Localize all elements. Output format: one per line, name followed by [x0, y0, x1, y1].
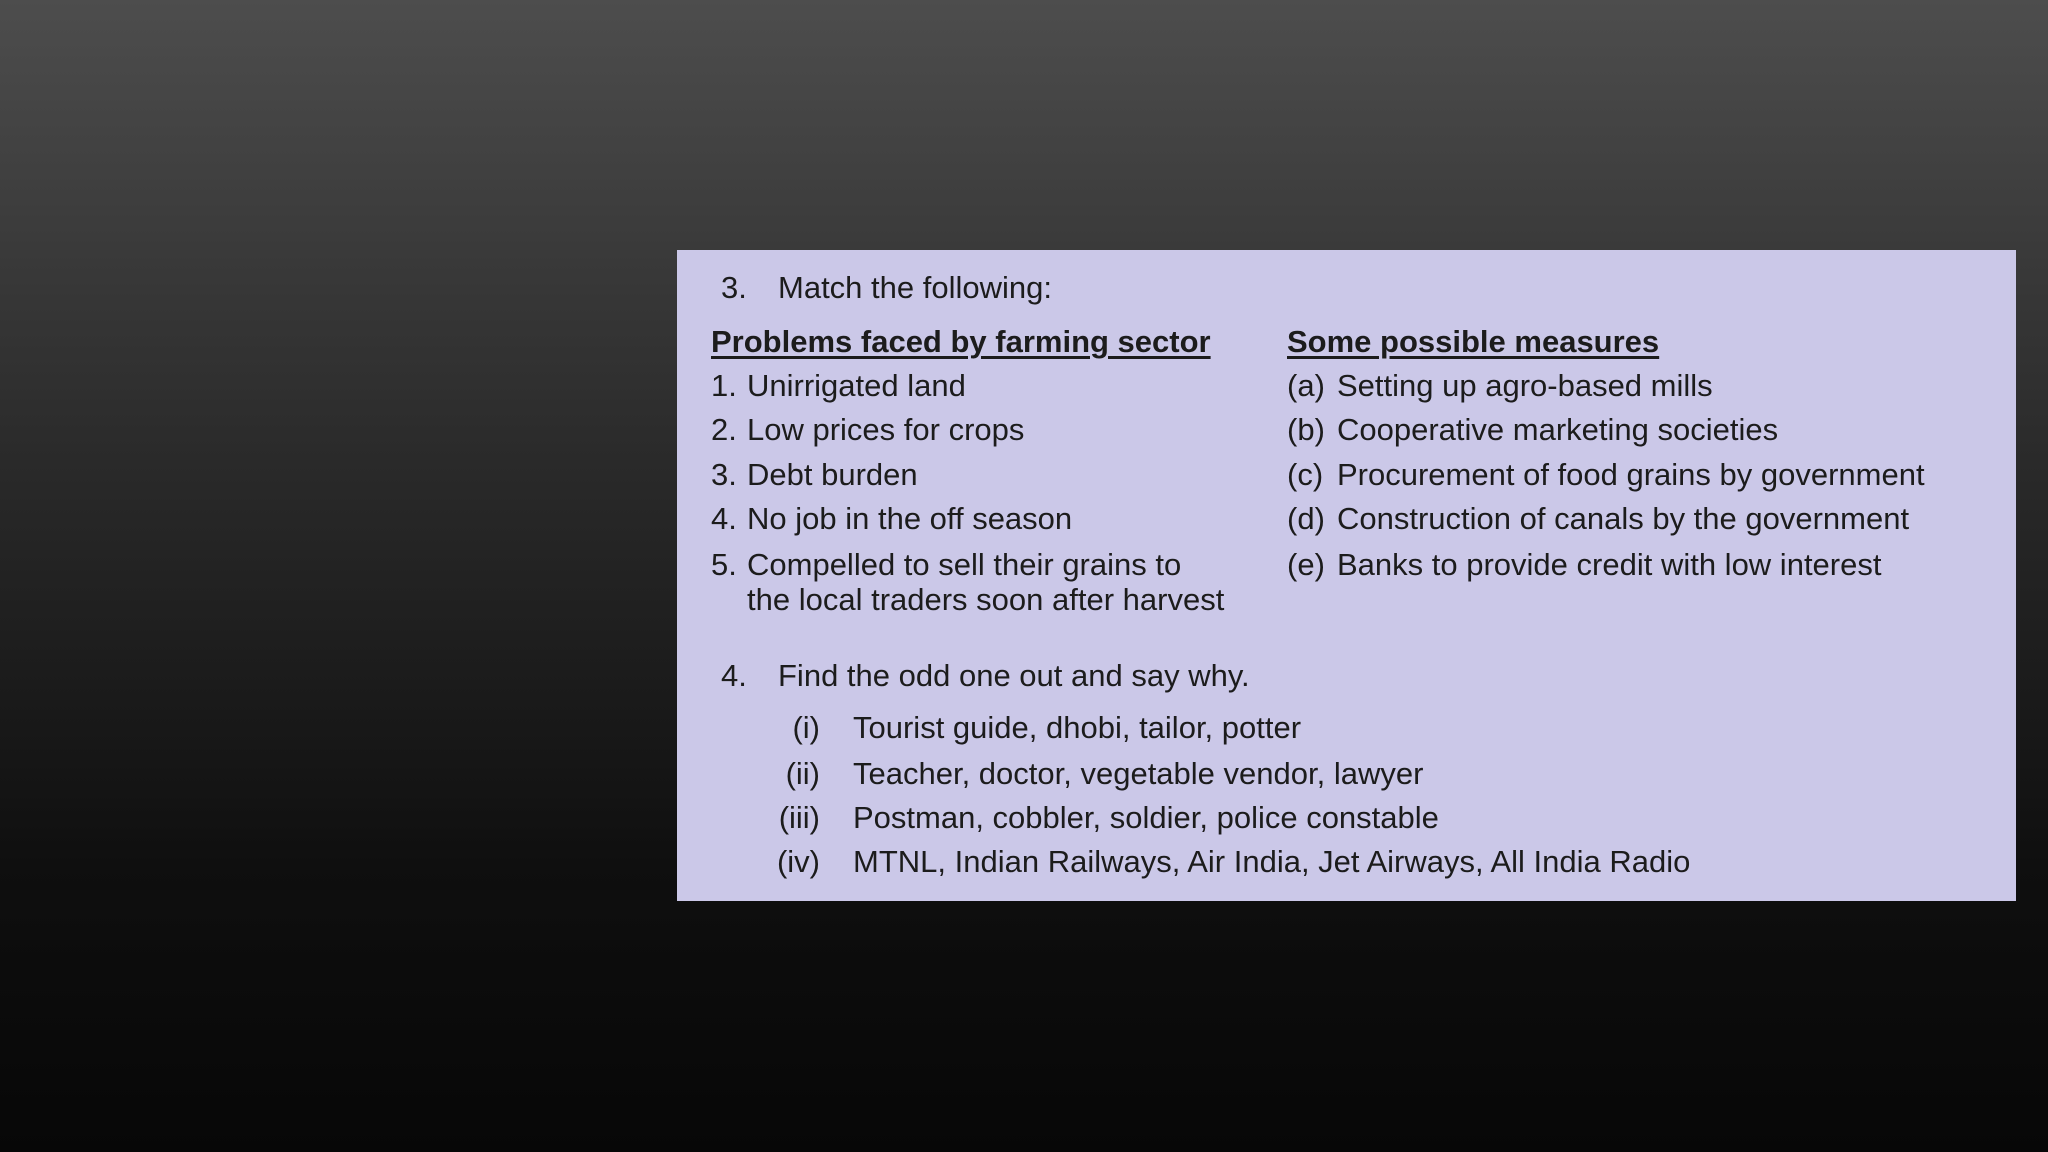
- question-4-title: Find the odd one out and say why.: [778, 658, 1250, 693]
- question-3-number: 3.: [721, 270, 747, 305]
- problem-number: 4.: [711, 501, 737, 536]
- odd-item-text: Tourist guide, dhobi, tailor, potter: [853, 710, 1302, 745]
- question-3-title: Match the following:: [778, 270, 1052, 305]
- problem-item-4: [711, 501, 1072, 536]
- measure-item-a: [1287, 368, 1713, 403]
- question-4-number: 4.: [721, 658, 747, 693]
- worksheet-card: [677, 250, 2016, 901]
- measures-column-heading: Some possible measures: [1287, 324, 1660, 359]
- measure-tag: (b): [1287, 412, 1325, 447]
- odd-item-roman: (iv): [776, 844, 820, 879]
- measure-text: Cooperative marketing societies: [1337, 412, 1779, 447]
- problem-item-1: [711, 368, 966, 403]
- problem-number: 2.: [711, 412, 737, 447]
- measure-item-d: [1287, 501, 1909, 536]
- problem-item-3: [711, 457, 918, 492]
- problem-number: 5.: [711, 547, 737, 582]
- problem-text: Unirrigated land: [747, 368, 966, 403]
- problem-text: Low prices for crops: [747, 412, 1025, 447]
- measure-tag: (c): [1287, 457, 1324, 492]
- odd-item-roman: (iii): [778, 800, 820, 835]
- odd-item-text: Postman, cobbler, soldier, police constable: [853, 800, 1439, 835]
- problems-column-heading: Problems faced by farming sector: [711, 324, 1211, 359]
- problem-text-continued: the local traders soon after harvest: [747, 582, 1225, 617]
- measure-tag: (a): [1287, 368, 1325, 403]
- odd-item-text: Teacher, doctor, vegetable vendor, lawyer: [853, 756, 1424, 791]
- measure-tag: (d): [1287, 501, 1325, 536]
- measure-item-b: [1287, 412, 1778, 447]
- problem-number: 1.: [711, 368, 737, 403]
- measure-item-e: [1287, 547, 1881, 582]
- measure-item-c: [1287, 457, 1925, 492]
- problem-text: Compelled to sell their grains to: [747, 547, 1182, 582]
- odd-item-roman: (i): [792, 710, 820, 745]
- measure-text: Setting up agro-based mills: [1337, 368, 1713, 403]
- problem-text: Debt burden: [747, 457, 918, 492]
- problem-item-5: [711, 547, 1224, 617]
- problem-text: No job in the off season: [747, 501, 1073, 536]
- measure-tag: (e): [1287, 547, 1325, 582]
- measure-text: Banks to provide credit with low interest: [1337, 547, 1882, 582]
- odd-item-roman: (ii): [785, 756, 820, 791]
- odd-item-text: MTNL, Indian Railways, Air India, Jet Airways, All India Radio: [853, 844, 1691, 879]
- question-4-heading: [721, 658, 1250, 694]
- problem-item-2: [711, 412, 1024, 447]
- question-3-heading: [721, 270, 1052, 306]
- measure-text: Procurement of food grains by government: [1337, 457, 1925, 492]
- measure-text: Construction of canals by the government: [1337, 501, 1910, 536]
- problem-number: 3.: [711, 457, 737, 492]
